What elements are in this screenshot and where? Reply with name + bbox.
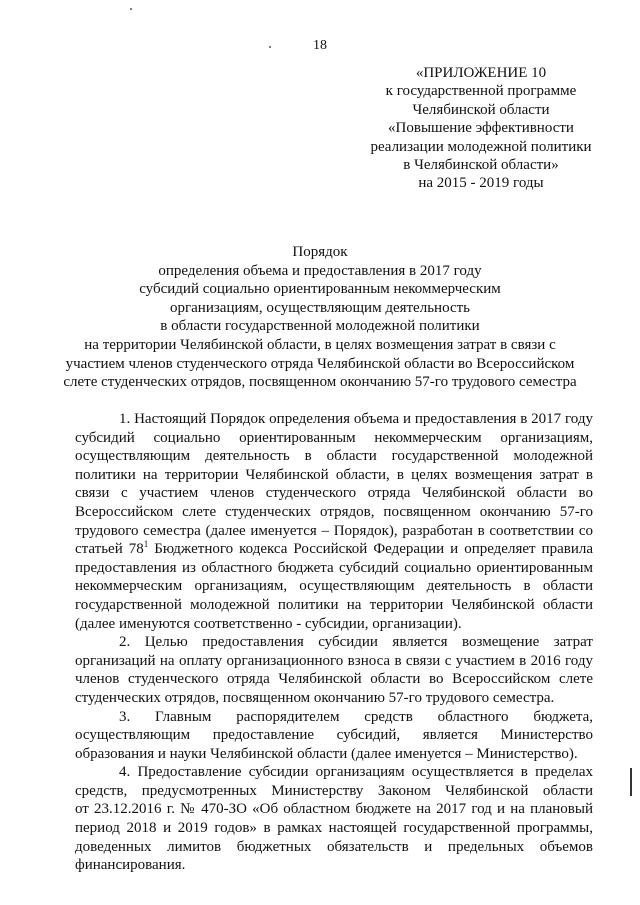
document-title [0, 243, 640, 392]
scan-speck [130, 8, 132, 10]
article-ref: статьей 78 [75, 541, 144, 558]
appendix-line: «ПРИЛОЖЕНИЕ 10 [415, 65, 547, 81]
page-number: 18 [313, 38, 327, 53]
paragraph-line: организаций на оплату организационного взноса в связи с участием в 2016 году [75, 652, 593, 669]
paragraph-line: осуществляющим предоставление субсидий, является Министерство [75, 727, 593, 744]
paragraph-2 [75, 633, 593, 707]
title-line: слете студенческих отрядов, посвященном окончанию 57-го трудового семестра [63, 374, 577, 391]
paragraph-line: (далее именуются соответственно - субсидии, организации). [75, 615, 462, 632]
appendix-line: Челябинской области [412, 101, 550, 118]
appendix-header [356, 64, 606, 193]
paragraph-line: период 2018 и 2019 годов» в рамках настоящей государственной программы, [75, 820, 593, 837]
paragraph-line: студенческих отрядов, посвященном окончанию 57-го трудового семестра. [75, 689, 555, 706]
appendix-line: «Повышение эффективности [388, 120, 574, 137]
paragraph-1 [75, 410, 593, 633]
paragraph-line: субсидий социально ориентированным некоммерческим организациям, [75, 429, 593, 446]
title-line: в области государственной молодежной политики [160, 318, 480, 335]
appendix-line: на 2015 - 2019 годы [418, 175, 544, 192]
paragraph-line: политики на территории Челябинской области, в целях возмещения затрат в [75, 466, 593, 483]
paragraph-line: членов студенческого отряда Челябинской области во Всероссийском слете [75, 671, 593, 688]
paragraph-line: 4. Предоставление субсидии организациям осуществляется в пределах [119, 764, 593, 781]
article-ref-rest: Бюджетного кодекса Российской Федерации и определяет правила [148, 541, 593, 558]
title-line: на территории Челябинской области, в целях возмещения затрат в связи с [84, 336, 556, 353]
title-line: Порядок [292, 244, 348, 260]
title-line: организациям, осуществляющим деятельность [170, 299, 470, 316]
paragraph-line: государственной молодежной политики на территории Челябинской области [75, 596, 593, 613]
paragraph-line [75, 540, 593, 559]
paragraph-line: 2. Целью предоставления субсидии является возмещение затрат [119, 634, 593, 651]
paragraph-3 [75, 708, 593, 764]
paragraph-line: средств, предусмотренных Министерству Законом Челябинской области [75, 782, 593, 799]
scan-edge-mark [630, 768, 632, 796]
paragraph-line: предоставления из областного бюджета субсидий социально ориентированным [75, 559, 593, 576]
paragraph-line: осуществляющим деятельность в области государственной молодежной [75, 448, 593, 465]
paragraph-line: 3. Главным распорядителем средств областного бюджета, [119, 708, 593, 725]
paragraph-line: доведенных лимитов бюджетных обязательств и предельных объемов [75, 838, 593, 855]
appendix-line: к государственной программе [385, 83, 577, 100]
appendix-line: в Челябинской области» [403, 157, 559, 174]
paragraph-line: трудового семестра (далее именуется – Порядок), разработан в соответствии со [75, 522, 593, 539]
document-body [75, 410, 593, 875]
paragraph-line: некоммерческим организациям, осуществляющим деятельность в области [75, 578, 593, 595]
paragraph-line: от 23.12.2016 г. № 470-ЗО «Об областном бюджете на 2017 год и на плановый [75, 801, 593, 818]
paragraph-line: 1. Настоящий Порядок определения объема и предоставления в 2017 году [119, 411, 593, 427]
paragraph-line: образования и науки Челябинской области (далее именуется – Министерство). [75, 745, 578, 762]
title-line: участием членов студенческого отряда Челябинской области во Всероссийском [65, 355, 575, 372]
title-line: определения объема и предоставления в 2017 году [158, 262, 482, 279]
paragraph-line: финансирования. [75, 857, 186, 874]
article-superscript: 1 [143, 539, 149, 550]
paragraph-line: Всероссийском слете студенческих отрядов, посвященном окончанию 57-го [75, 503, 593, 520]
paragraph-4 [75, 763, 593, 875]
paragraph-line: связи с участием членов студенческого отряда Челябинской области во [75, 485, 593, 502]
appendix-line: реализации молодежной политики [370, 138, 592, 155]
scan-speck [269, 46, 271, 48]
title-line: субсидий социально ориентированным некоммерческим [139, 281, 501, 298]
